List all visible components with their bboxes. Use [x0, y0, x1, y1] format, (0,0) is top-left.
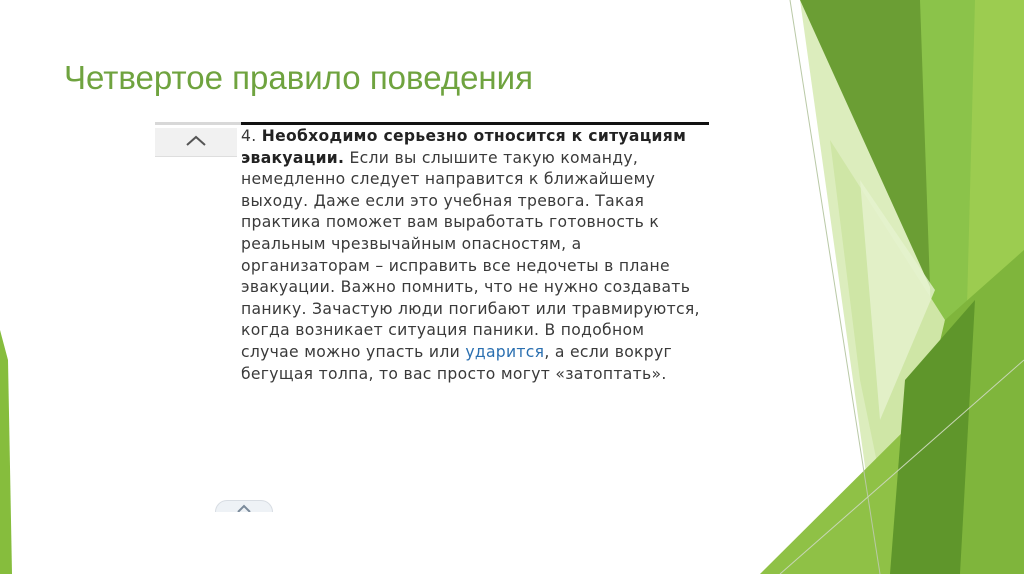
article-screenshot: [155, 120, 709, 512]
rule-bold-statement: Необходимо серьезно относится к ситуациям эвакуации.: [241, 127, 687, 167]
left-green-sliver: [0, 330, 12, 574]
top-bar-light-segment: [155, 122, 241, 125]
chevron-up-icon: [185, 135, 207, 147]
collapse-button[interactable]: [155, 128, 237, 157]
rule-link[interactable]: ударится: [465, 342, 545, 361]
rule-number: 4.: [241, 127, 257, 145]
rule-text-end: , а если вокруг бегущая толпа, то вас просто могут «затоптать».: [241, 342, 672, 383]
rule-text: Если вы слышите такую команду, немедленно следует направится к ближайшему выходу. Даже если это учебная тревога. Такая практика поможет вам выработать готовность к реальным чрезвычайным опасностям, а организаторам – исправить все недочеты в плане эвакуации. Важно помнить, что не нужно создавать панику. Зачастую люди погибают или травмируются, когда возникает ситуация паники. В подобном случае можно упасть или: [241, 148, 700, 361]
chevron-up-small-icon: [236, 504, 252, 512]
slide-title: Четвертое правило поведения: [64, 59, 533, 96]
scroll-up-button[interactable]: [215, 500, 273, 512]
top-bar-dark-segment: [241, 122, 709, 125]
evacuation-rule-paragraph: [241, 126, 705, 385]
